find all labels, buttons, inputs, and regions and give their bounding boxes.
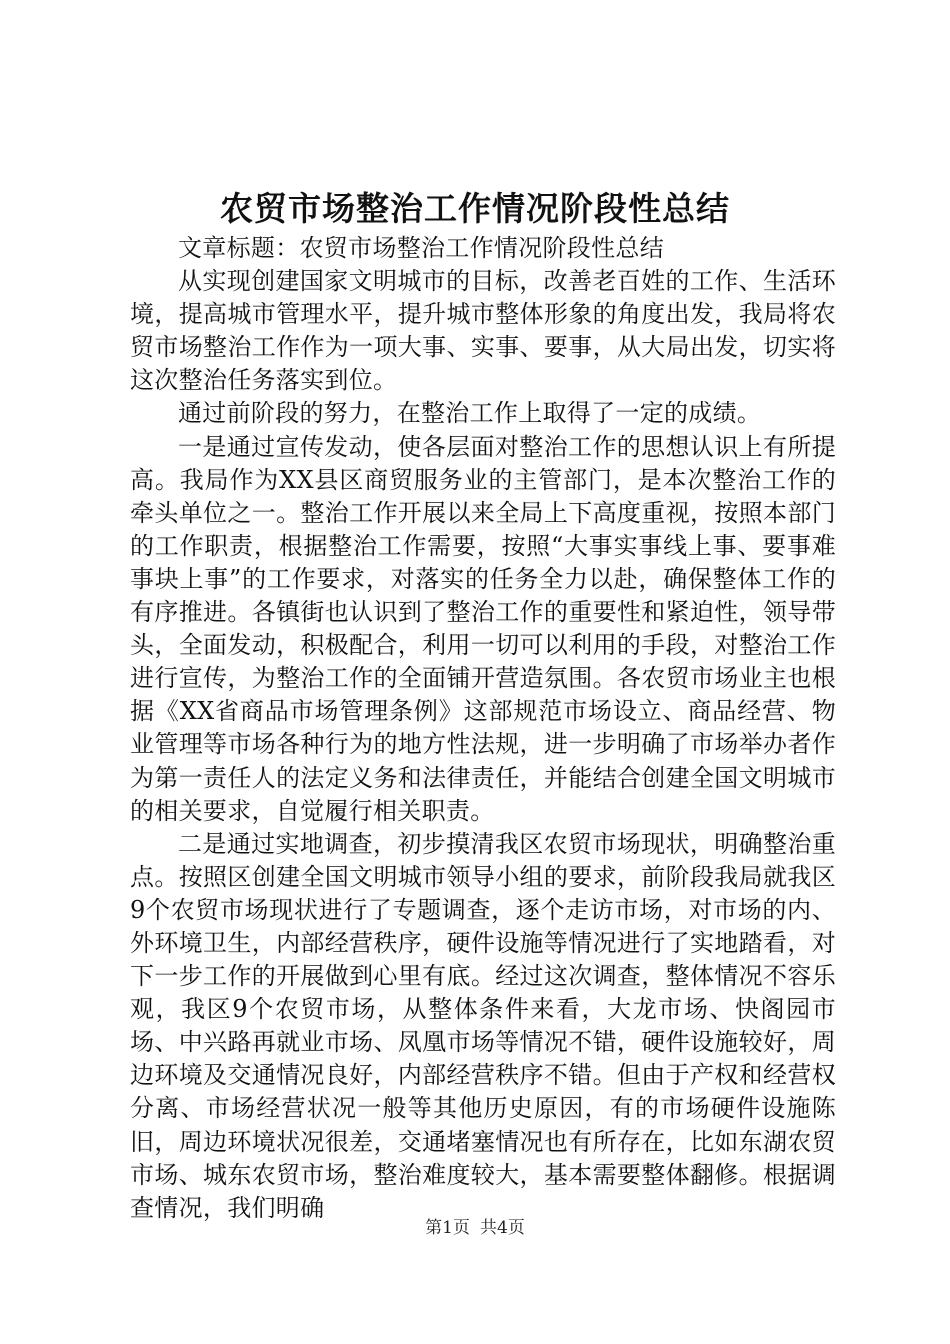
paragraph-intro: 从实现创建国家文明城市的目标，改善老百姓的工作、生活环境，提高城市管理水平，提升城市整体形象的角度出发，我局将农贸市场整治工作作为一项大事、实事、要事，从大局出发，切实将这次整治任务落实到位。: [130, 267, 836, 395]
article-title-line: 文章标题：农贸市场整治工作情况阶段性总结: [178, 234, 664, 262]
page-count: 共4页: [480, 1218, 525, 1238]
page-footer: [0, 1216, 950, 1240]
document-body: [130, 232, 836, 1225]
page-number: 第1页: [425, 1218, 470, 1238]
paragraph-point-two: 二是通过实地调查，初步摸清我区农贸市场现状，明确整治重点。按照区创建全国文明城市领导小组的要求，前阶段我局就我区9个农贸市场现状进行了专题调查，逐个走访市场，对市场的内、外环境卫生，内部经营秩序，硬件设施等情况进行了实地踏看，对下一步工作的开展做到心里有底。经过这次调查，整体情况不容乐观，我区9个农贸市场，从整体条件来看，大龙市场、快阁园市场、中兴路再就业市场、凤凰市场等情况不错，硬件设施较好，周边环境及交通情况良好，内部经营秩序不错。但由于产权和经营权分离、市场经营状况一般等其他历史原因，有的市场硬件设施陈旧，周边环境状况很差，交通堵塞情况也有所存在，比如东湖农贸市场、城东农贸市场，整治难度较大，基本需要整体翻修。根据调查情况，我们明确: [130, 829, 836, 1222]
paragraph-progress: 通过前阶段的努力，在整治工作上取得了一定的成绩。: [178, 399, 762, 428]
document-title: 农贸市场整治工作情况阶段性总结: [220, 189, 730, 228]
paragraph-point-one: 一是通过宣传发动，使各层面对整治工作的思想认识上有所提高。我局作为XX县区商贸服务业的主管部门，是本次整治工作的牵头单位之一。整治工作开展以来全局上下高度重视，按照本部门的工作职责，根据整治工作需要，按照“大事实事线上事、要事难事块上事”的工作要求，对落实的任务全力以赴，确保整体工作的有序推进。各镇街也认识到了整治工作的重要性和紧迫性，领导带头，全面发动，积极配合，利用一切可以利用的手段，对整治工作进行宣传，为整治工作的全面铺开营造氛围。各农贸市场业主也根据《XX省商品市场管理条例》这部规范市场设立、商品经营、物业管理等市场各种行为的地方性法规，进一步明确了市场举办者作为第一责任人的法定义务和法律责任，并能结合创建全国文明城市的相关要求，自觉履行相关职责。: [130, 432, 836, 825]
